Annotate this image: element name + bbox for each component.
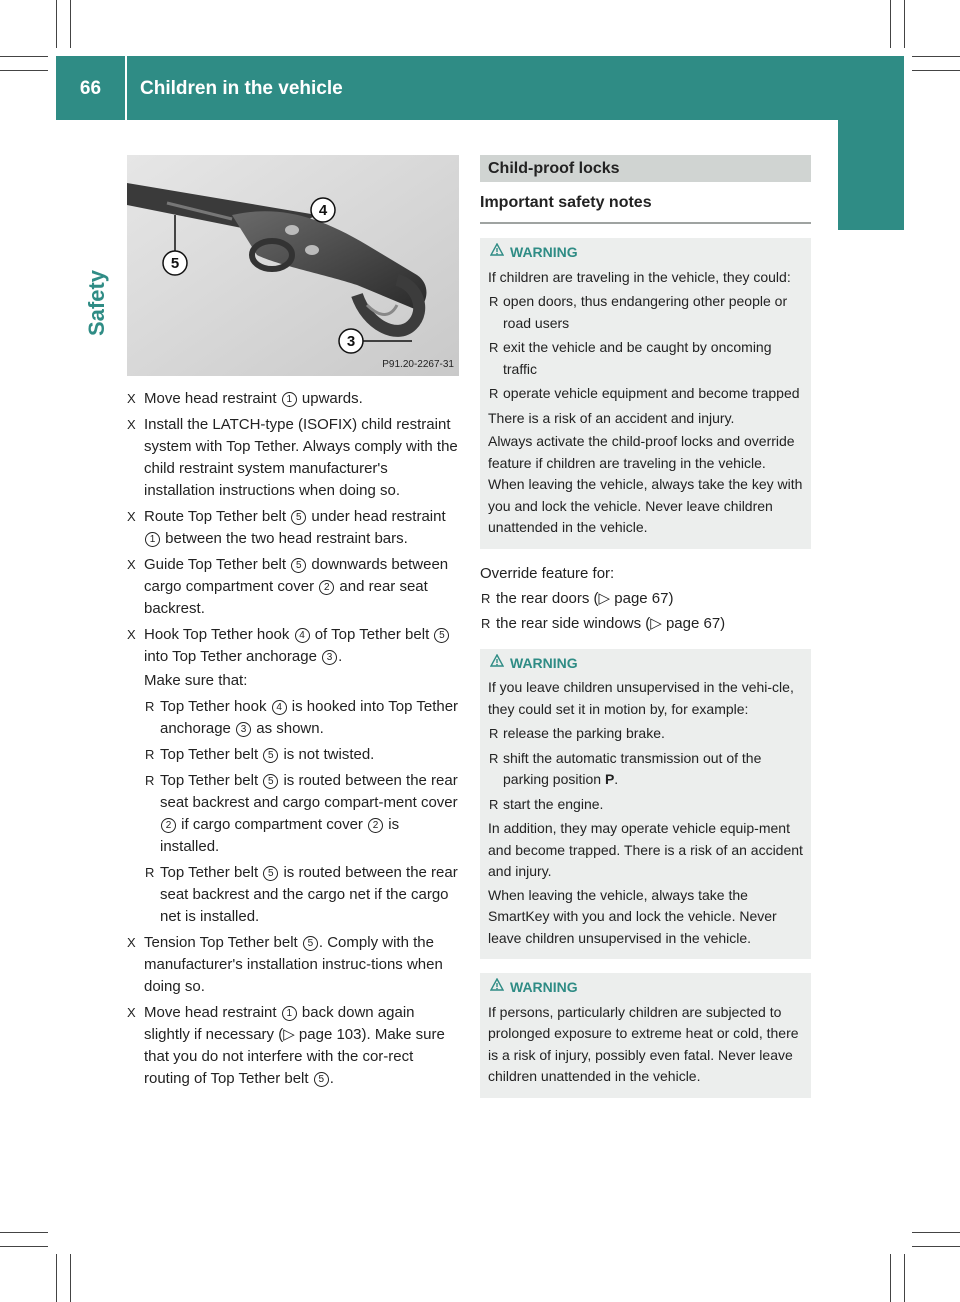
crop-mark xyxy=(70,0,71,48)
list-item: R Top Tether hook 4 is hooked into Top Tether anchorage 3 as shown. xyxy=(145,698,459,737)
list-item: R the rear side windows (▷ page 67) xyxy=(481,614,726,632)
figure-code: P91.20-2267-31 xyxy=(382,359,454,370)
warning-icon xyxy=(490,654,504,667)
warning-text: In addition, they may operate vehicle equip-ment and become trapped. There is a risk of an accident and injury. xyxy=(488,820,803,879)
list-item: R Top Tether belt 5 is routed between the rear seat backrest and cargo compart-ment cover 2 if cargo compartment cover 2 is installed. xyxy=(145,772,458,855)
safety-column xyxy=(480,155,811,1098)
step-text: and rear seat backrest. xyxy=(144,578,428,617)
step-text: . xyxy=(329,1070,334,1087)
list-item: R start the engine. xyxy=(489,795,604,812)
step-marker: X xyxy=(127,509,136,524)
step-text: Hook Top Tether hook xyxy=(144,626,294,643)
list-item: R open doors, thus endangering other people or road users xyxy=(489,293,788,331)
warning-box xyxy=(480,649,811,960)
subheading: Important safety notes xyxy=(480,192,811,224)
step-marker: X xyxy=(127,1005,136,1020)
crop-mark xyxy=(56,1254,57,1302)
step-text: between the two head restraint bars. xyxy=(161,530,408,547)
step xyxy=(127,388,461,410)
step-text: under head restraint xyxy=(307,508,446,525)
page-ref-arrow-icon: ▷ xyxy=(598,589,611,607)
page-number: 66 xyxy=(79,78,102,99)
step xyxy=(127,932,461,998)
crop-mark xyxy=(890,1254,891,1302)
chapter-title: Children in the vehicle xyxy=(140,78,343,99)
step-text: page 103). Make sure that you do not interfere with the cor-rect routing of Top Tether belt xyxy=(144,1026,445,1087)
callout-ref: 4 xyxy=(295,628,310,643)
page-ref-arrow-icon: ▷ xyxy=(283,1026,295,1043)
bullet-marker: R xyxy=(145,773,155,788)
crop-mark xyxy=(0,56,48,57)
crop-mark xyxy=(56,0,57,48)
header-divider xyxy=(125,56,127,120)
callout-3: 3 xyxy=(346,333,356,350)
callout-4: 4 xyxy=(318,202,328,219)
crop-mark xyxy=(904,1254,905,1302)
callout-ref: 2 xyxy=(368,818,383,833)
crop-mark xyxy=(0,1232,48,1233)
list-item: R the rear doors (▷ page 67) xyxy=(481,589,674,607)
step-text: upwards. xyxy=(297,390,363,407)
step-marker: X xyxy=(127,935,136,950)
callout-5: 5 xyxy=(170,255,180,272)
bullet-marker: R xyxy=(145,865,155,880)
crop-mark xyxy=(912,70,960,71)
make-sure-label: Make sure that: xyxy=(144,672,248,689)
check-list xyxy=(144,696,461,928)
callout-ref: 5 xyxy=(303,936,318,951)
callout-ref: 3 xyxy=(236,722,251,737)
callout-ref: 4 xyxy=(272,700,287,715)
step-text: into Top Tether anchorage xyxy=(144,648,322,665)
step-text: Install the LATCH-type (ISOFIX) child restraint system with Top Tether. Always comply with the child restraint system manufacturer's installation instructions when doing so. xyxy=(144,416,458,499)
step-marker: X xyxy=(127,417,136,432)
list-item: R release the parking brake. xyxy=(489,725,665,741)
step xyxy=(127,554,461,620)
step-marker: X xyxy=(127,391,136,406)
callout-ref: 1 xyxy=(282,392,297,407)
crop-mark xyxy=(70,1254,71,1302)
list-item: R exit the vehicle and be caught by oncoming traffic xyxy=(489,339,772,377)
callout-ref: 5 xyxy=(314,1072,329,1087)
step-text: Guide Top Tether belt xyxy=(144,556,291,573)
side-label: Safety xyxy=(84,269,109,336)
warning-title: WARNING xyxy=(488,242,803,264)
callout-ref: 5 xyxy=(263,774,278,789)
step xyxy=(127,1002,461,1090)
override-section xyxy=(480,563,811,635)
warning-box xyxy=(480,238,811,549)
warning-text: There is a risk of an accident and injury. xyxy=(488,409,735,426)
warning-icon xyxy=(490,978,504,991)
step-text: Route Top Tether belt xyxy=(144,508,291,525)
warning-icon xyxy=(490,243,504,256)
list-item: R Top Tether belt 5 is routed between the rear seat backrest and the cargo net if the cargo net is installed. xyxy=(145,864,458,925)
step-text: . xyxy=(338,648,343,665)
callout-ref: 1 xyxy=(282,1006,297,1021)
crop-mark xyxy=(912,1246,960,1247)
step-text: Tension Top Tether belt xyxy=(144,934,302,951)
crop-mark xyxy=(0,70,48,71)
instructions-column xyxy=(127,388,461,1094)
step-text: Move head restraint xyxy=(144,390,281,407)
section-title: Child-proof locks xyxy=(480,155,811,182)
crop-mark xyxy=(890,0,891,48)
list-item: R operate vehicle equipment and become trapped xyxy=(489,385,800,401)
warning-title: WARNING xyxy=(488,977,803,999)
bullet-marker: R xyxy=(145,747,155,762)
warning-text: If persons, particularly children are subjected to prolonged exposure to extreme heat or cold, there is a risk of injury, possibly even fatal. Never leave children unattended in the vehicle. xyxy=(488,1003,799,1084)
warning-text: If children are traveling in the vehicle, they could: xyxy=(488,268,791,285)
callout-ref: 1 xyxy=(145,532,160,547)
step-text: of Top Tether belt xyxy=(310,626,434,643)
step-text: . Comply with the manufacturer's installation instruc-tions when doing so. xyxy=(144,934,443,995)
step-text: Move head restraint xyxy=(144,1004,281,1021)
crop-mark xyxy=(904,0,905,48)
list-item: R shift the automatic transmission out of the parking position P. xyxy=(489,749,762,787)
tether-photo xyxy=(127,155,459,376)
bullet-marker: R xyxy=(145,699,155,714)
crop-mark xyxy=(912,56,960,57)
warning-box xyxy=(480,973,811,1098)
callout-ref: 5 xyxy=(434,628,449,643)
callout-ref: 3 xyxy=(322,650,337,665)
crop-mark xyxy=(0,1246,48,1247)
crop-mark xyxy=(912,1232,960,1233)
step-marker: X xyxy=(127,627,136,642)
callout-ref: 5 xyxy=(291,510,306,525)
step-marker: X xyxy=(127,557,136,572)
warning-text: If you leave children unsupervised in the vehi-cle, they could set it in motion by, for example: xyxy=(488,679,794,717)
override-intro: Override feature for: xyxy=(480,564,615,582)
list-item: R Top Tether belt 5 is not twisted. xyxy=(144,744,461,766)
side-tab xyxy=(838,120,904,230)
callout-ref: 5 xyxy=(291,558,306,573)
step-text: downwards between cargo compartment cover xyxy=(144,556,449,595)
warning-text: When leaving the vehicle, always take the SmartKey with you and lock the vehicle. Never leave children unsupervised in the vehicle. xyxy=(488,886,777,946)
step-text: back down again slightly if necessary ( xyxy=(144,1004,415,1043)
step xyxy=(127,624,461,928)
page-ref-arrow-icon: ▷ xyxy=(650,614,662,632)
callout-ref: 2 xyxy=(161,818,176,833)
callout-ref: 2 xyxy=(319,580,334,595)
warning-text: Always activate the child-proof locks and override feature if children are traveling in the vehicle. When leaving the vehicle, always take the key with you and lock the vehicle. Never leave children unattended in the vehicle. xyxy=(488,433,803,535)
callout-ref: 5 xyxy=(263,748,278,763)
warning-title: WARNING xyxy=(488,653,803,675)
step xyxy=(127,506,461,550)
step xyxy=(127,414,461,502)
callout-ref: 5 xyxy=(263,866,278,881)
